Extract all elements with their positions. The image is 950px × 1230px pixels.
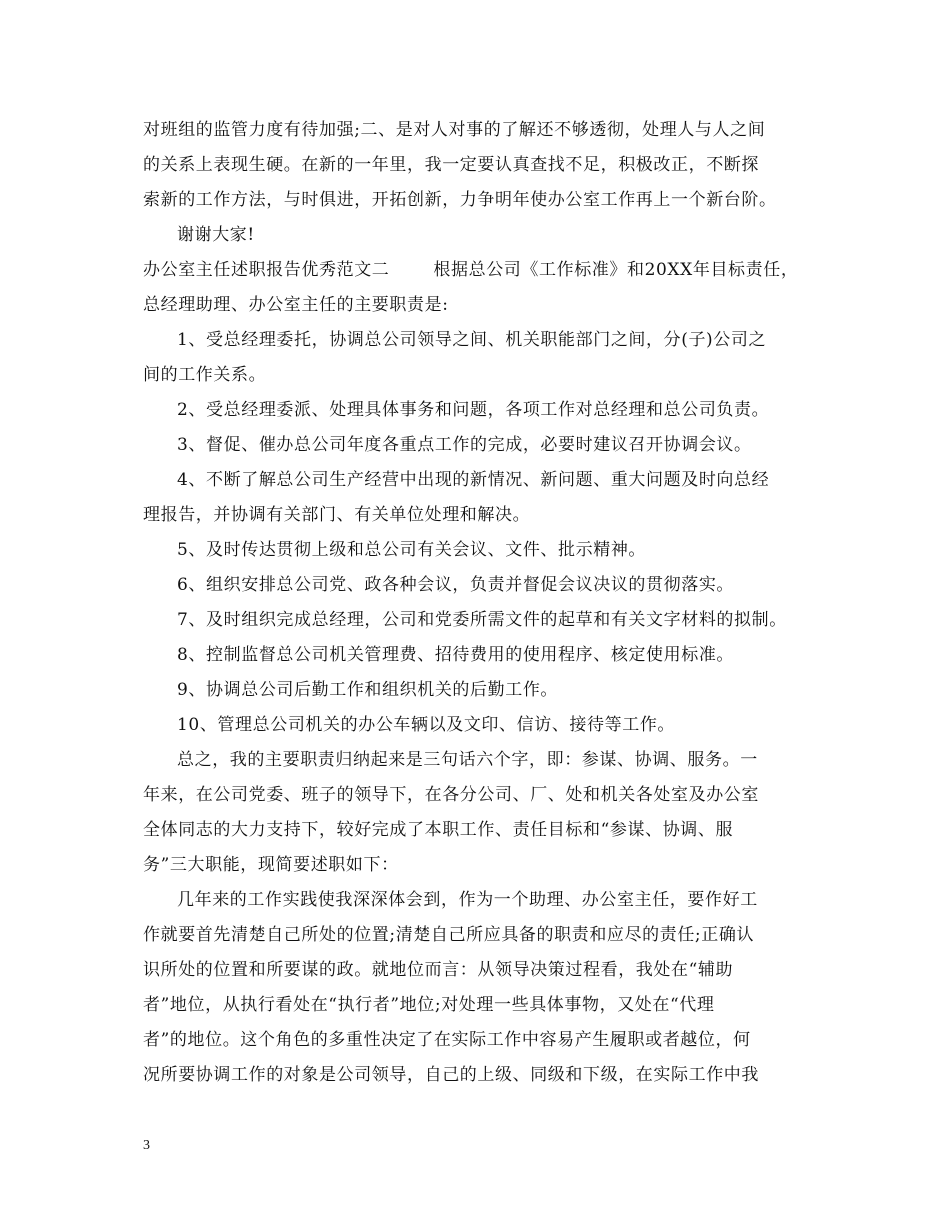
- paragraph-line: 的关系上表现生硬。在新的一年里，我一定要认真查找不足，积极改正，不断探: [143, 155, 759, 175]
- duty-item-1: 1、受总经理委托，协调总公司领导之间、机关职能部门之间，分(子)公司之: [177, 330, 767, 350]
- duty-item-5: 5、及时传达贯彻上级和总公司有关会议、文件、批示精神。: [177, 540, 647, 560]
- section-intro: 根据总公司《工作标准》和20XX年目标责任，: [433, 260, 799, 280]
- duty-item-10: 10、管理总公司机关的办公车辆以及文印、信访、接待等工作。: [177, 715, 676, 735]
- duty-item-1-cont: 间的工作关系。: [143, 365, 267, 385]
- summary-paragraph-line: 年来，在公司党委、班子的领导下，在各分公司、厂、处和机关各处室及办公室: [143, 785, 759, 805]
- summary-paragraph-line: 务”三大职能，现简要述职如下：: [143, 855, 399, 875]
- section-heading-line: [143, 253, 823, 288]
- paragraph-line: 总经理助理、办公室主任的主要职责是:: [143, 295, 449, 315]
- duty-item-8: 8、控制监督总公司机关管理费、招待费用的使用程序、核定使用标准。: [177, 645, 735, 665]
- paragraph-line: 对班组的监管力度有待加强;二、是对人对事的了解还不够透彻，处理人与人之间: [143, 120, 766, 140]
- duty-item-3: 3、督促、催办总公司年度各重点工作的完成，必要时建议召开协调会议。: [177, 435, 752, 455]
- experience-paragraph-line: 几年来的工作实践使我深深体会到，作为一个助理、办公室主任，要作好工: [177, 890, 758, 910]
- duty-item-4-cont: 理报告，并协调有关部门、有关单位处理和解决。: [143, 505, 531, 525]
- page-number: 3: [143, 1138, 150, 1153]
- duty-item-9: 9、协调总公司后勤工作和组织机关的后勤工作。: [177, 680, 559, 700]
- duty-item-6: 6、组织安排总公司党、政各种会议，负责并督促会议决议的贯彻落实。: [177, 575, 735, 595]
- experience-paragraph-line: 者”地位，从执行看处在“执行者”地位;对处理一些具体事物，又处在“代理: [143, 995, 715, 1015]
- summary-paragraph-line: 总之，我的主要职责归纳起来是三句话六个字，即：参谋、协调、服务。一: [177, 750, 758, 770]
- duty-item-4: 4、不断了解总公司生产经营中出现的新情况、新问题、重大问题及时向总经: [177, 470, 770, 490]
- duty-item-2: 2、受总经理委派、处理具体事务和问题，各项工作对总经理和总公司负责。: [177, 400, 770, 420]
- experience-paragraph-line: 者”的地位。这个角色的多重性决定了在实际工作中容易产生履职或者越位，何: [143, 1030, 751, 1050]
- summary-paragraph-line: 全体同志的大力支持下，较好完成了本职工作、责任目标和“参谋、协调、服: [143, 820, 734, 840]
- closing-thanks: 谢谢大家!: [177, 225, 255, 245]
- paragraph-line: 索新的工作方法，与时俱进，开拓创新，力争明年使办公室工作再上一个新台阶。: [143, 190, 777, 210]
- experience-paragraph-line: 识所处的位置和所要谋的政。就地位而言：从领导决策过程看，我处在“辅助: [143, 960, 734, 980]
- experience-paragraph-line: 况所要协调工作的对象是公司领导，自己的上级、同级和下级，在实际工作中我: [143, 1065, 759, 1085]
- document-body: [143, 113, 823, 1093]
- duty-item-7: 7、及时组织完成总经理，公司和党委所需文件的起草和有关文字材料的拟制。: [177, 610, 787, 630]
- experience-paragraph-line: 作就要首先清楚自己所处的位置;清楚自己所应具备的职责和应尽的责任;正确认: [143, 925, 755, 945]
- section-title: 办公室主任述职报告优秀范文二: [143, 260, 390, 280]
